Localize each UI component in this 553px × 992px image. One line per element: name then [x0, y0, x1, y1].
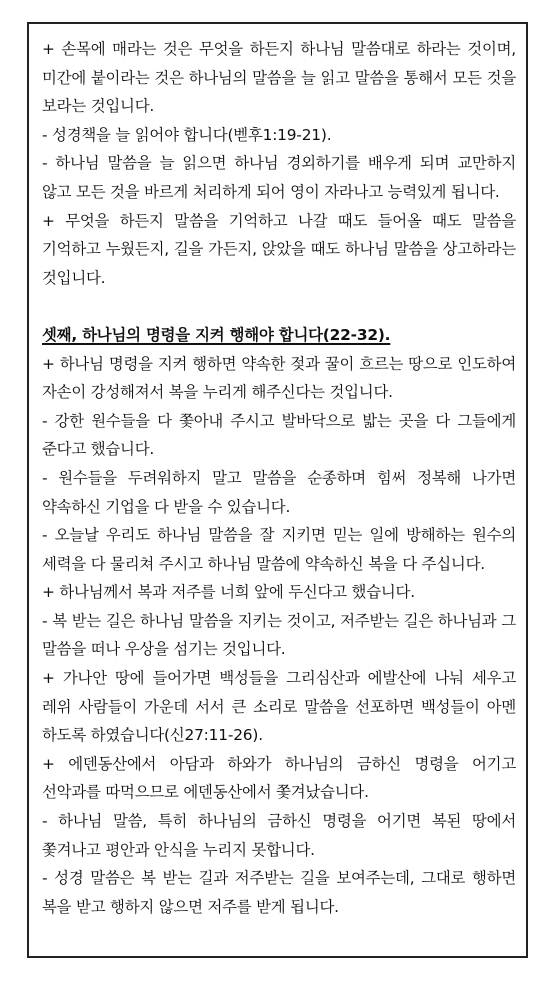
section-heading-third: 셋째, 하나님의 명령을 지켜 행해야 합니다(22-32). [42, 325, 391, 344]
paragraph-remember-word: + 무엇을 하든지 말씀을 기억하고 나갈 때도 들어올 때도 말씀을 기억하고 누웠든지, 길을 가든지, 앉았을 때도 하나님 말씀을 상고하라는 것입니다. [42, 211, 516, 287]
paragraph-gerizim-ebal: + 가나안 땅에 들어가면 백성들을 그리심산과 에발산에 나눠 세우고 레위 사람들이 가운데 서서 큰 소리로 말씀을 선포하면 백성들이 아멘 하도록 하였습니다(신27:11-26). [42, 669, 516, 745]
paragraph-eden: + 에덴동산에서 아담과 하와가 하나님의 금하신 명령을 어기고 선악과를 따먹으므로 에덴동산에서 쫓겨났습니다. [42, 754, 516, 802]
paragraph-keep-commands: + 하나님 명령을 지켜 행하면 약속한 젖과 꿀이 흐르는 땅으로 인도하여 자손이 강성해져서 복을 누리게 해주신다는 것입니다. [42, 354, 516, 402]
paragraph-drive-out-enemies: - 강한 원수들을 다 쫓아내 주시고 발바닥으로 밟는 곳을 다 그들에게 준다고 했습니다. [42, 411, 516, 459]
document-body [42, 35, 516, 921]
paragraph-read-bible: - 성경책을 늘 읽어야 합니다(벧후1:19-21). [42, 125, 332, 144]
paragraph-way-of-blessing: - 복 받는 길은 하나님 말씀을 지키는 것이고, 저주받는 길은 하나님과 그 말씀을 떠나 우상을 섬기는 것입니다. [42, 611, 516, 659]
paragraph-today-blessing: - 오늘날 우리도 하나님 말씀을 잘 지키면 믿는 일에 방해하는 원수의 세력을 다 물리쳐 주시고 하나님 말씀에 약속하신 복을 다 주십니다. [42, 526, 516, 573]
paragraph-do-not-fear: - 원수들을 두려워하지 말고 말씀을 순종하며 힘써 정복해 나가면 약속하신 기업을 다 받을 수 있습니다. [42, 468, 516, 516]
paragraph-driven-out: - 하나님 말씀, 특히 하나님의 금하신 명령을 어기면 복된 땅에서 쫓겨나고 평안과 안식을 누리지 못합니다. [42, 812, 516, 859]
paragraph-wrist-forehead: + 손목에 매라는 것은 무엇을 하든지 하나님 말씀대로 하라는 것이며, 미간에 붙이라는 것은 하나님의 말씀을 늘 읽고 말씀을 통해서 모든 것을 보라는 것입니다. [42, 40, 516, 116]
paragraph-fear-god: - 하나님 말씀을 늘 읽으면 하나님 경외하기를 배우게 되며 교만하지 않고 모든 것을 바르게 처리하게 되어 영이 자라나고 능력있게 됩니다. [42, 154, 516, 201]
paragraph-blessing-curse: + 하나님께서 복과 저주를 너희 앞에 두신다고 했습니다. [42, 583, 415, 602]
paragraph-bible-shows-way: - 성경 말씀은 복 받는 길과 저주받는 길을 보여주는데, 그대로 행하면 복을 받고 행하지 않으면 저주를 받게 됩니다. [42, 869, 516, 916]
document-frame [27, 22, 528, 958]
